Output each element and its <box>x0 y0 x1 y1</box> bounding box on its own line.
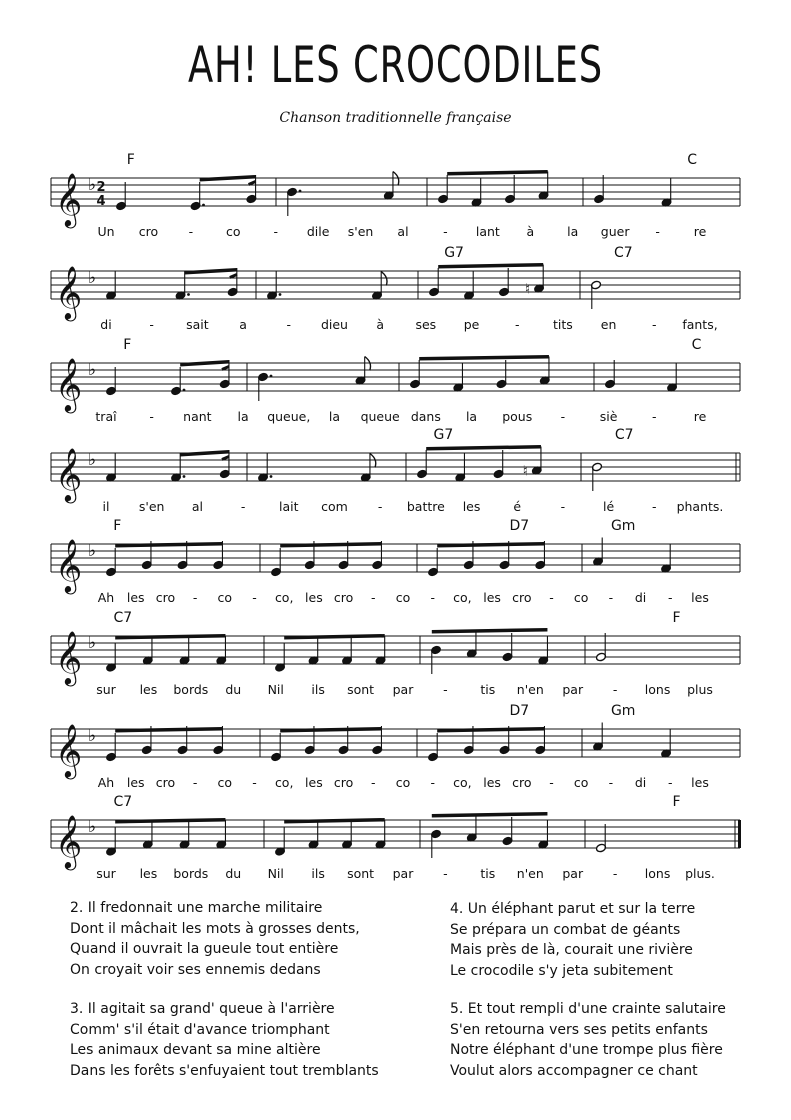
lyric-syllable: re <box>693 224 707 239</box>
lyric-syllable: al <box>191 499 203 514</box>
dot <box>279 293 282 296</box>
lyric-syllable: cro <box>512 590 532 605</box>
note-beam <box>280 542 381 548</box>
chord-symbol: D7 <box>509 518 530 534</box>
lyric-syllable: co, <box>274 775 294 790</box>
lyric-syllable: sait <box>186 317 209 332</box>
dot <box>270 375 273 378</box>
lyric-syllable: ils <box>311 682 325 697</box>
lyric-syllable: queue, <box>267 409 311 424</box>
lyric-syllable: Ah <box>97 590 115 605</box>
treble-clef-icon: 𝄞 <box>55 630 83 684</box>
lyric-syllable: par <box>392 682 414 697</box>
lyric-syllable: a <box>239 317 247 332</box>
natural-sign-icon: ♮ <box>522 463 528 480</box>
dot <box>299 190 302 193</box>
lyric-syllable: - <box>443 866 448 881</box>
sixteenth-beam <box>222 457 229 460</box>
verse-line: Dans les forêts s'enfuyaient tout tremblants <box>70 1062 379 1079</box>
verse-line: Quand il ouvrait la gueule tout entière <box>70 941 339 957</box>
note-beam <box>432 628 548 634</box>
lyric-syllable: bords <box>173 866 209 881</box>
lyric-syllable: s'en <box>347 224 374 239</box>
chord-symbol: F <box>123 337 132 353</box>
lyric-syllable: co, <box>274 590 294 605</box>
verse-line: Comm' s'il était d'avance triomphant <box>70 1021 330 1038</box>
lyric-syllable: - <box>377 499 383 514</box>
lyric-syllable: il <box>102 499 110 514</box>
key-signature-flat-icon: ♭ <box>88 450 97 470</box>
chord-symbol: F <box>126 152 135 168</box>
lyric-syllable: - <box>252 590 257 605</box>
lyric-syllable: sur <box>96 682 116 697</box>
lyric-syllable: - <box>652 317 657 332</box>
lyric-syllable: - <box>430 775 435 790</box>
lyric-syllable: pe <box>463 317 480 332</box>
lyric-syllable: la <box>465 409 478 424</box>
lyric-syllable: s'en <box>138 499 165 514</box>
key-signature-flat-icon: ♭ <box>88 817 97 837</box>
dot <box>183 389 186 392</box>
lyric-syllable: la <box>328 409 341 424</box>
chord-symbol: C <box>687 152 697 168</box>
lyric-syllable: par <box>562 866 584 881</box>
treble-clef-icon: 𝄞 <box>55 265 83 319</box>
lyric-syllable: guer <box>600 224 630 239</box>
verse-line: Les animaux devant sa mine altière <box>70 1042 321 1058</box>
verse-line: S'en retourna vers ses petits enfants <box>450 1021 708 1038</box>
dot <box>187 293 190 296</box>
lyric-syllable: - <box>192 590 198 605</box>
lyric-syllable: les <box>139 682 158 697</box>
song-subtitle: Chanson traditionnelle française <box>279 110 512 126</box>
final-barline-thick <box>738 820 741 848</box>
lyric-syllable: - <box>668 775 673 790</box>
lyric-syllable: tis <box>480 866 496 881</box>
time-signature-top: 2 <box>96 180 106 195</box>
note-beam <box>180 360 229 367</box>
chord-symbol: Gm <box>610 703 636 719</box>
lyric-syllable: lait <box>279 499 299 514</box>
sixteenth-beam <box>230 275 237 278</box>
verse-line: Notre éléphant d'une trompe plus fière <box>450 1042 723 1058</box>
key-signature-flat-icon: ♭ <box>88 541 97 561</box>
lyric-syllable: plus <box>687 682 713 697</box>
note-beam <box>426 445 541 451</box>
chord-symbol: F <box>672 794 681 810</box>
lyric-syllable: - <box>149 409 154 424</box>
lyric-syllable: les <box>462 499 481 514</box>
lyric-syllable: co <box>395 775 411 790</box>
lyric-syllable: - <box>549 590 554 605</box>
verse-5 <box>450 999 726 1081</box>
lyric-syllable: en <box>600 317 617 332</box>
lyric-syllable: traî <box>95 409 117 424</box>
verse-line: Se prépara un combat de géants <box>450 921 681 938</box>
lyric-syllable: - <box>443 224 448 239</box>
note-beam <box>419 355 549 361</box>
note-beam <box>115 542 222 548</box>
lyric-syllable: bords <box>173 682 209 697</box>
note-beam <box>447 170 548 176</box>
lyric-syllable: co <box>573 590 589 605</box>
verse-line: Dont il mâchait les mots à grosses dents, <box>70 920 360 937</box>
lyric-syllable: - <box>652 409 657 424</box>
dot <box>270 475 273 478</box>
verse-3 <box>70 999 379 1081</box>
note-beam <box>438 263 543 269</box>
lyric-syllable: plus. <box>685 866 715 881</box>
key-signature-flat-icon: ♭ <box>88 175 97 195</box>
lyric-syllable: - <box>252 775 257 790</box>
lyric-syllable: lé <box>603 499 615 514</box>
lyric-syllable: - <box>240 499 246 514</box>
verse-line: Le crocodile s'y jeta subitement <box>450 962 673 979</box>
lyric-syllable: queue <box>360 409 400 424</box>
lyric-syllable: ils <box>311 866 325 881</box>
verse-4 <box>450 899 695 981</box>
lyric-syllable: - <box>514 317 520 332</box>
lyric-syllable: Nil <box>267 682 284 697</box>
dot <box>183 475 186 478</box>
lyric-syllable: - <box>273 224 278 239</box>
lyric-syllable: du <box>225 866 242 881</box>
lyric-syllable: lons <box>644 866 671 881</box>
lyric-syllable: dile <box>306 224 330 239</box>
chord-symbol: F <box>113 518 122 534</box>
chord-symbol: C7 <box>614 245 633 261</box>
lyric-syllable: re <box>693 409 707 424</box>
lyric-syllable: la <box>567 224 579 239</box>
treble-clef-icon: 𝄞 <box>55 538 83 592</box>
note-beam <box>437 542 544 548</box>
lyric-syllable: la <box>237 409 249 424</box>
lyric-syllable: phants. <box>676 499 724 514</box>
lyric-syllable: fants, <box>682 317 718 332</box>
lyric-syllable: - <box>612 866 618 881</box>
lyric-syllable: n'en <box>516 866 544 881</box>
lyric-syllable: nant <box>183 409 212 424</box>
key-signature-flat-icon: ♭ <box>88 360 97 380</box>
lyric-syllable: sont <box>347 866 375 881</box>
sixteenth-beam <box>249 182 256 185</box>
verse-line: 3. Il agitait sa grand' queue à l'arrière <box>70 1001 335 1017</box>
note-beam <box>432 812 548 818</box>
note-beam <box>115 727 222 733</box>
lyric-syllable: cro <box>333 775 354 790</box>
lyric-syllable: cro <box>333 590 354 605</box>
lyric-syllable: par <box>562 682 584 697</box>
lyric-syllable: siè <box>599 409 618 424</box>
lyric-syllable: - <box>443 682 448 697</box>
verse-line: 4. Un éléphant parut et sur la terre <box>450 901 696 917</box>
lyric-syllable: à <box>526 224 535 239</box>
lyric-syllable: lant <box>475 224 500 239</box>
lyric-syllable: les <box>305 590 323 605</box>
chord-symbol: C7 <box>113 610 133 626</box>
lyric-syllable: dans <box>410 409 441 424</box>
lyric-syllable: cro <box>512 775 532 790</box>
lyric-syllable: battre <box>406 499 445 514</box>
treble-clef-icon: 𝄞 <box>55 357 83 411</box>
lyric-syllable: - <box>188 224 194 239</box>
lyric-syllable: co, <box>453 775 472 790</box>
time-signature-bottom: 4 <box>96 194 106 209</box>
sixteenth-beam <box>222 367 229 370</box>
lyric-syllable: ses <box>415 317 437 332</box>
verse-line: On croyait voir ses ennemis dedans <box>70 961 321 978</box>
chord-symbol: C <box>691 337 702 353</box>
verse-line: 2. Il fredonnait une marche militaire <box>70 900 323 916</box>
dot <box>202 204 205 207</box>
note-beam <box>284 818 385 824</box>
note-beam <box>280 727 381 733</box>
note-beam <box>437 727 544 733</box>
lyric-syllable: lons <box>644 682 671 697</box>
lyric-syllable: les <box>691 775 709 790</box>
lyric-syllable: - <box>430 590 435 605</box>
verse-line: 5. Et tout rempli d'une crainte salutaire <box>450 1001 726 1017</box>
chord-symbol: C7 <box>113 794 133 810</box>
lyric-syllable: com <box>321 499 348 514</box>
lyric-syllable: cro <box>138 224 159 239</box>
note-beam <box>115 634 225 640</box>
lyric-syllable: - <box>560 499 566 514</box>
lyric-syllable: sur <box>96 866 116 881</box>
lyric-syllable: sont <box>347 682 375 697</box>
lyric-syllable: Nil <box>267 866 284 881</box>
lyric-syllable: tis <box>480 682 496 697</box>
lyric-syllable: à <box>376 317 384 332</box>
lyric-syllable: Un <box>97 224 115 239</box>
chord-symbol: G7 <box>444 245 464 261</box>
lyric-syllable: - <box>149 317 154 332</box>
lyric-syllable: - <box>192 775 198 790</box>
lyric-syllable: pous <box>502 409 533 424</box>
chord-symbol: D7 <box>509 703 530 719</box>
chord-symbol: G7 <box>433 427 454 443</box>
treble-clef-icon: 𝄞 <box>55 172 83 226</box>
verse-2 <box>70 898 360 980</box>
lyric-syllable: di <box>634 590 647 605</box>
verse-line: Mais près de là, courait une rivière <box>450 942 693 958</box>
lyric-syllable: - <box>560 409 566 424</box>
note-beam <box>115 818 225 824</box>
song-title: AH! LES CROCODILES <box>188 36 603 94</box>
lyric-syllable: co, <box>453 590 472 605</box>
lyric-syllable: - <box>608 590 614 605</box>
natural-sign-icon: ♮ <box>525 281 531 298</box>
note-beam <box>200 175 256 182</box>
note-beam <box>284 634 385 640</box>
lyric-syllable: les <box>126 590 145 605</box>
lyric-syllable: cro <box>155 590 176 605</box>
lyric-syllable: co <box>395 590 411 605</box>
note-beam <box>180 450 229 457</box>
lyric-syllable: les <box>139 866 158 881</box>
lyric-syllable: tits <box>553 317 573 332</box>
lyric-syllable: co <box>573 775 589 790</box>
lyric-syllable: - <box>371 775 376 790</box>
lyric-syllable: - <box>371 590 376 605</box>
lyric-syllable: les <box>483 775 501 790</box>
lyric-syllable: n'en <box>516 682 544 697</box>
key-signature-flat-icon: ♭ <box>88 268 97 288</box>
lyric-syllable: é <box>513 499 522 514</box>
treble-clef-icon: 𝄞 <box>55 447 83 501</box>
lyric-syllable: cro <box>155 775 176 790</box>
chord-symbol: C7 <box>614 427 634 443</box>
lyric-syllable: di <box>634 775 647 790</box>
lyric-syllable: par <box>392 866 414 881</box>
lyric-syllable: les <box>483 590 501 605</box>
key-signature-flat-icon: ♭ <box>88 726 97 746</box>
lyric-syllable: - <box>655 224 660 239</box>
treble-clef-icon: 𝄞 <box>55 723 83 777</box>
chord-symbol: F <box>672 610 681 626</box>
lyric-syllable: co <box>226 224 241 239</box>
treble-clef-icon: 𝄞 <box>55 814 83 868</box>
lyric-syllable: les <box>305 775 323 790</box>
key-signature-flat-icon: ♭ <box>88 633 97 653</box>
lyric-syllable: du <box>225 682 242 697</box>
chord-symbol: Gm <box>610 518 636 534</box>
lyric-syllable: - <box>668 590 673 605</box>
lyric-syllable: - <box>549 775 554 790</box>
verse-line: Voulut alors accompagner ce chant <box>450 1062 698 1079</box>
lyric-syllable: - <box>608 775 614 790</box>
lyric-syllable: les <box>126 775 145 790</box>
lyric-syllable: di <box>100 317 112 332</box>
lyric-syllable: dieu <box>320 317 348 332</box>
lyric-syllable: - <box>652 499 657 514</box>
note-beam <box>185 268 237 275</box>
lyric-syllable: Ah <box>97 775 115 790</box>
lyric-syllable: les <box>691 590 709 605</box>
lyric-syllable: al <box>397 224 409 239</box>
lyric-syllable: - <box>612 682 618 697</box>
lyric-syllable: - <box>286 317 292 332</box>
lyric-syllable: co <box>217 775 233 790</box>
lyric-syllable: co <box>217 590 233 605</box>
